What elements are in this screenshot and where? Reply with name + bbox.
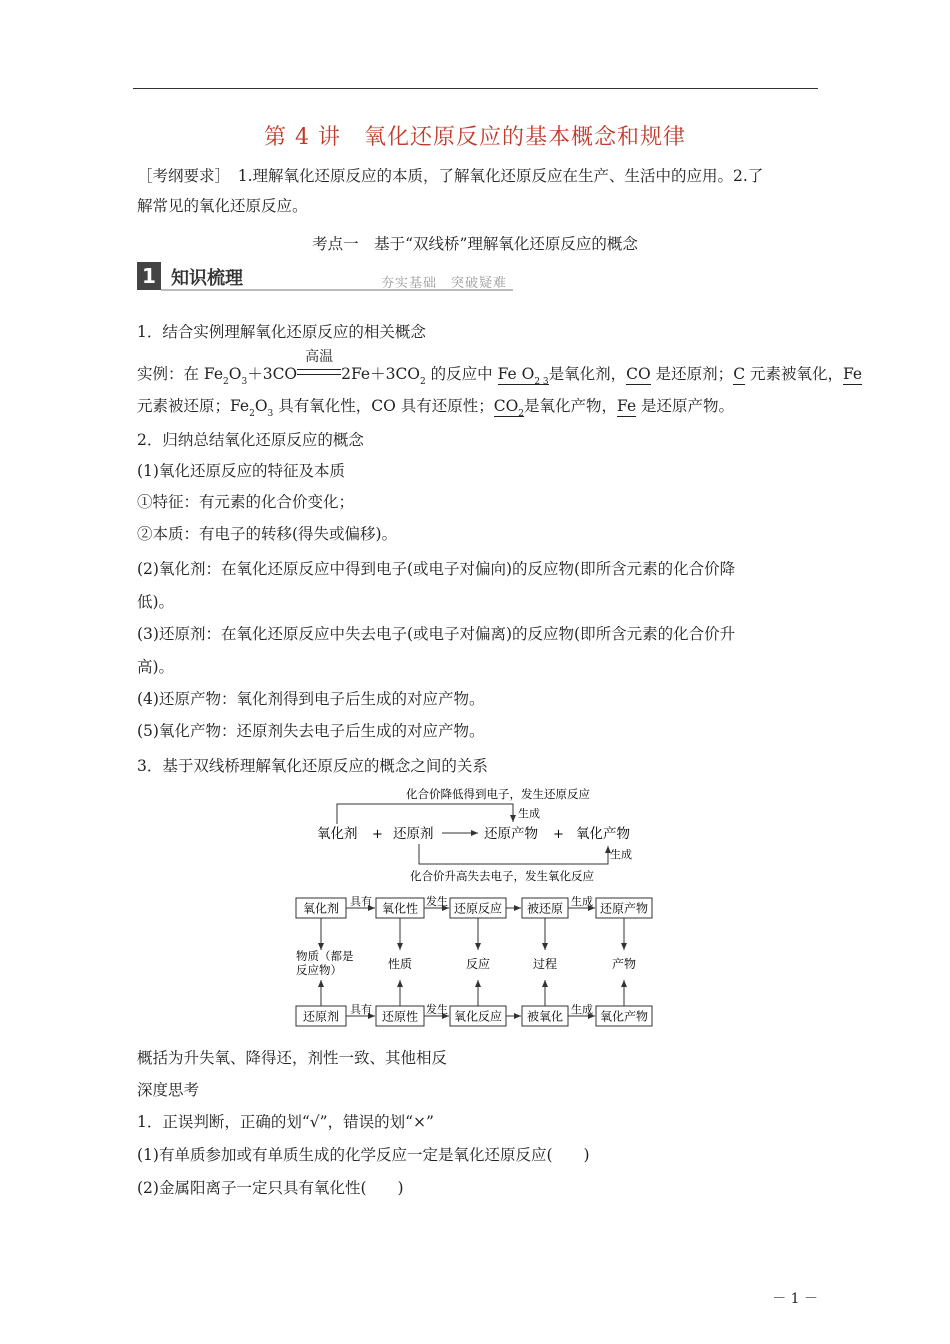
section2-line-5: 低)。 [137, 593, 175, 611]
bot-row-box-label-2: 氧化反应 [453, 1009, 503, 1024]
example-line-1 [137, 349, 863, 387]
ex-o: O [228, 365, 242, 383]
lower-gen-label: 生成 [610, 848, 632, 861]
top-row-link-label-0: 具有 [350, 895, 372, 908]
section2-heading: 2．归纳总结氧化还原反应的概念 [137, 431, 364, 449]
equation-condition [297, 349, 341, 384]
underline-fe2o3-text: Fe O [497, 365, 535, 383]
section3-heading: 3．基于双线桥理解氧化还原反应的概念之间的关系 [137, 757, 488, 775]
reduction-product-node: 还原产物 [484, 826, 538, 842]
ex-mid4: 元素被氧化， [745, 365, 843, 383]
underline-fe2o3-sub: 2 3 [534, 377, 549, 387]
concept-flow-diagram [290, 892, 660, 1034]
header-rule [133, 88, 818, 89]
reductant-node: 还原剂 [393, 826, 434, 842]
underline-co2-sub: 2 [518, 409, 525, 419]
bot-row-link-label-1: 发生 [426, 1003, 448, 1016]
bot-row-box-label-4: 氧化产物 [599, 1009, 649, 1024]
mid-label-substance-a: 物质（都是 [296, 949, 354, 963]
underline-co2-text: CO [493, 397, 519, 415]
ex-mid3: 是还原剂； [650, 365, 734, 383]
line2-sub-3: 3 [267, 409, 274, 419]
top-row-box-label-1: 氧化性 [381, 901, 419, 916]
mid-label-1: 反应 [465, 957, 491, 971]
line2-d: 是还原产物。 [636, 397, 735, 415]
line2-c: 是氧化产物， [524, 397, 618, 415]
topic-heading: 考点一 基于“双线桥”理解氧化还原反应的概念 [312, 235, 638, 253]
ex-prefix: 实例：在 Fe [137, 365, 224, 383]
summary-line: 概括为升失氧、降得还，剂性一致、其他相反 [137, 1049, 448, 1067]
lower-bridge-label: 化合价升高失去电子，发生氧化反应 [410, 869, 594, 883]
banner-number: 1 [137, 262, 161, 290]
ex-sub-3: 3 [241, 377, 248, 387]
top-row-box-label-3: 被还原 [526, 901, 564, 916]
page-title: 第 4 讲 氧化还原反应的基本概念和规律 [264, 125, 686, 150]
plus-2: + [553, 827, 564, 842]
example-line-2 [137, 396, 735, 419]
underline-fe2o3 [498, 365, 549, 385]
bot-row-link-label-0: 具有 [350, 1003, 372, 1016]
section2-line-9: (5)氧化产物：还原剂失去电子后生成的对应产物。 [137, 722, 485, 740]
deep-thinking-title: 深度思考 [137, 1081, 200, 1099]
knowledge-banner [137, 262, 513, 292]
banner-rule [161, 289, 513, 291]
oxidation-product-node: 氧化产物 [576, 826, 630, 842]
section2-line-8: (4)还原产物：氧化剂得到电子后生成的对应产物。 [137, 690, 485, 708]
line2-b: 具有氧化性，CO 具有还原性； [273, 397, 494, 415]
top-row-box-label-4: 还原产物 [599, 901, 649, 916]
bot-row-box-label-1: 还原性 [381, 1009, 419, 1024]
question-1: 1．正误判断，正确的划“√”，错误的划“×” [137, 1113, 434, 1131]
line2-sub-2: 2 [249, 409, 255, 419]
section2-line-1: (1)氧化还原反应的特征及本质 [137, 462, 345, 480]
condition-label: 高温 [305, 349, 334, 365]
section2-line-3: ②本质：有电子的转移(得失或偏移)。 [137, 525, 398, 543]
upper-bridge-line [337, 804, 513, 824]
banner-label: 知识梳理 [171, 268, 243, 289]
double-bridge-diagram [300, 782, 660, 884]
section1-heading: 1．结合实例理解氧化还原反应的相关概念 [137, 323, 426, 341]
mid-label-substance-b: 反应物） [296, 963, 342, 977]
line2-o: O [254, 397, 268, 415]
lower-bridge-line [419, 844, 608, 864]
section2-line-7: 高)。 [137, 658, 175, 676]
ex-mid1: 的反应中 [425, 365, 498, 383]
underline-fe: Fe [843, 365, 863, 383]
top-row-link-label-1: 发生 [426, 895, 448, 908]
bot-row-box-label-3: 被氧化 [526, 1009, 564, 1024]
line2-a: 元素被还原；Fe [137, 397, 250, 415]
underline-c: C [733, 365, 746, 383]
requirements-line-1: ［考纲要求］ 1.理解氧化还原反应的本质，了解氧化还原反应在生产、生活中的应用。2.了 [137, 167, 764, 185]
section2-line-6: (3)还原剂：在氧化还原反应中失去电子(或电子对偏离)的反应物(即所含元素的化合价升 [137, 625, 736, 643]
top-row-link-label-3: 生成 [571, 895, 593, 908]
mid-label-3: 产物 [611, 957, 637, 971]
top-row-box-label-2: 还原反应 [453, 901, 503, 916]
ex-mid2: 是氧化剂， [548, 365, 627, 383]
plus-1: + [372, 827, 383, 842]
upper-bridge-label: 化合价降低得到电子，发生还原反应 [406, 787, 590, 801]
banner-subtitle: 夯实基础 突破疑难 [380, 276, 507, 291]
ex-plus: ＋3CO [247, 365, 298, 383]
ex-co2-sub: 2 [420, 377, 426, 387]
question-1a: (1)有单质参加或有单质生成的化学反应一定是氧化还原反应( ) [137, 1146, 590, 1164]
section2-line-2: ①特征：有元素的化合价变化； [137, 493, 355, 511]
ex-products: 2Fe＋3CO [341, 365, 421, 383]
section2-line-4: (2)氧化剂：在氧化还原反应中得到电子(或电子对偏向)的反应物(即所含元素的化合价降 [137, 560, 736, 578]
page-number: － 1 － [772, 1291, 818, 1307]
underline-fe-2: Fe [617, 397, 637, 415]
oxidant-node: 氧化剂 [317, 826, 358, 842]
top-row-box-label-0: 氧化剂 [302, 901, 340, 916]
question-1b: (2)金属阳离子一定只具有氧化性( ) [137, 1179, 404, 1197]
double-bar [297, 369, 341, 375]
mid-label-0: 性质 [387, 957, 413, 971]
underline-co: CO [626, 365, 651, 383]
requirements-line-2: 解常见的氧化还原反应。 [137, 197, 308, 215]
underline-co2 [494, 397, 524, 417]
mid-label-2: 过程 [532, 957, 558, 971]
upper-gen-label: 生成 [518, 807, 540, 820]
ex-sub-2: 2 [223, 377, 229, 387]
bot-row-box-label-0: 还原剂 [302, 1009, 340, 1024]
bot-row-link-label-3: 生成 [571, 1003, 593, 1016]
